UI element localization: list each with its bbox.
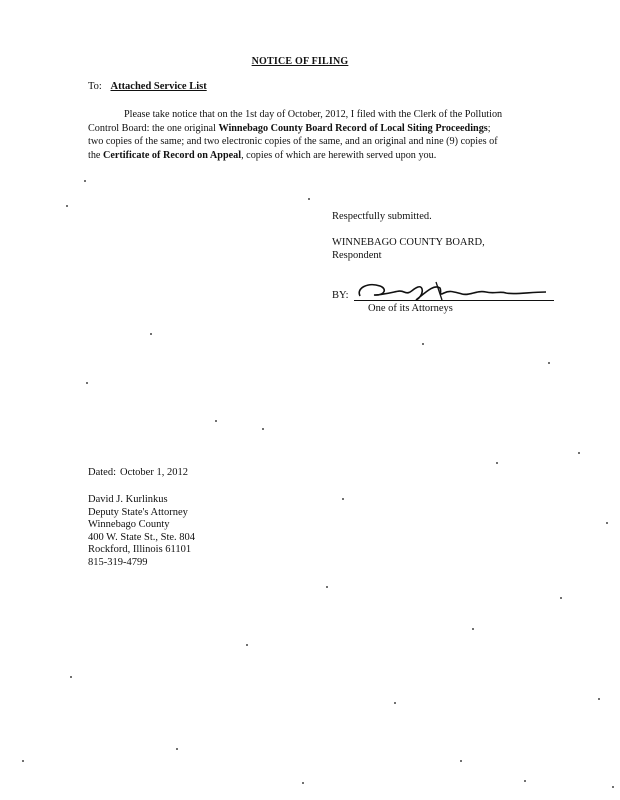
scan-speck — [422, 343, 424, 345]
scan-speck — [496, 462, 498, 464]
signature-line-row — [332, 286, 572, 316]
scan-speck — [606, 522, 608, 524]
scan-speck — [598, 698, 600, 700]
signature-caption: One of its Attorneys — [368, 303, 453, 314]
scan-speck — [150, 333, 152, 335]
address-line: 400 W. State St., Ste. 804 — [88, 531, 196, 543]
page-title: NOTICE OF FILING — [251, 56, 349, 67]
scan-speck — [84, 180, 86, 182]
scan-speck — [215, 420, 217, 422]
scan-speck — [302, 782, 304, 784]
scan-speck — [308, 198, 310, 200]
address-line: David J. Kurlinkus — [88, 494, 168, 505]
scan-speck — [578, 452, 580, 454]
dated-label: Dated: — [88, 467, 116, 478]
by-label: BY: — [332, 290, 349, 301]
dated-value: October 1, 2012 — [120, 467, 188, 478]
scan-speck — [22, 760, 24, 762]
body-text-2: ; two copies of the same; and two electronic copies of the same, and an original and nine (9) copies of the — [88, 122, 498, 161]
party-role: Respondent — [332, 250, 382, 261]
party-name: WINNEBAGO COUNTY BOARD, — [332, 236, 485, 248]
scan-speck — [472, 628, 474, 630]
scan-speck — [262, 428, 264, 430]
to-recipient: Attached Service List — [110, 81, 207, 92]
address-line: Winnebago County — [88, 519, 170, 530]
body-bold-record: Winnebago County Board Record of Local Siting Proceedings — [218, 122, 488, 134]
scan-speck — [176, 748, 178, 750]
body-text-3: , copies of which are herewith served upon you. — [241, 149, 437, 161]
scan-speck — [460, 760, 462, 762]
body-bold-certificate: Certificate of Record on Appeal — [103, 149, 242, 161]
attorney-address — [88, 494, 195, 569]
scan-speck — [70, 676, 72, 678]
scan-speck — [524, 780, 526, 782]
scan-speck — [246, 644, 248, 646]
scan-speck — [394, 702, 396, 704]
dated-line — [88, 467, 188, 478]
to-label: To: — [88, 81, 102, 92]
address-line: 815-319-4799 — [88, 556, 148, 568]
signature-underline — [354, 300, 554, 301]
addressee-line — [88, 81, 207, 92]
scan-speck — [612, 786, 614, 788]
body-text-1: Please take notice that on the 1st day of October, 2012, I filed with the Clerk of the Pollution Control Board: the one original — [88, 109, 503, 134]
signature-block — [332, 210, 572, 263]
scan-speck — [326, 586, 328, 588]
scan-speck — [560, 597, 562, 599]
closing-text: Respectfully submitted. — [332, 211, 432, 222]
scan-speck — [548, 362, 550, 364]
notice-paragraph — [88, 108, 508, 162]
scan-speck — [66, 205, 68, 207]
address-line: Deputy State's Attorney — [88, 506, 188, 518]
address-line: Rockford, Illinois 61101 — [88, 544, 192, 555]
scan-speck — [342, 498, 344, 500]
scan-speck — [86, 382, 88, 384]
